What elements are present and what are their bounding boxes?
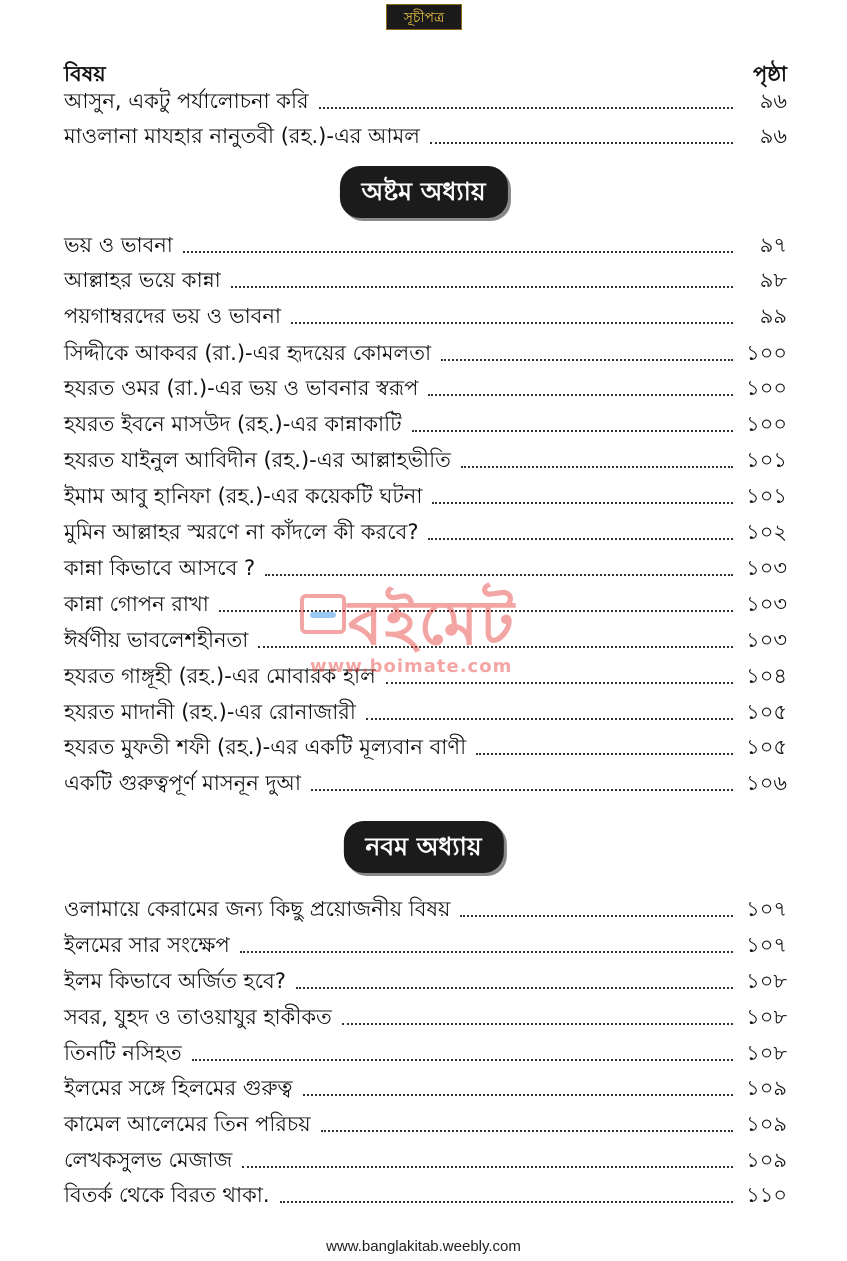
toc-page: ৯৯ xyxy=(759,303,787,328)
dot-leader xyxy=(321,1130,733,1132)
toc-row[interactable] xyxy=(64,338,787,370)
dot-leader xyxy=(280,1201,733,1203)
toc-title: ইমাম আবু হানিফা (রহ.)-এর কয়েকটি ঘটনা xyxy=(64,483,423,508)
toc-title: আসুন, একটু পর্যালোচনা করি xyxy=(64,88,309,113)
toc-page: ১০৩ xyxy=(746,555,787,580)
toc-title: হযরত মাদানী (রহ.)-এর রোনাজারী xyxy=(64,699,356,724)
toc-row[interactable] xyxy=(64,373,787,405)
toc-title: কান্না কিভাবে আসবে ? xyxy=(64,555,256,580)
dot-leader xyxy=(428,394,733,396)
toc-row[interactable] xyxy=(64,1038,787,1070)
toc-row[interactable] xyxy=(64,1180,787,1212)
dot-leader xyxy=(258,646,733,648)
toc-page: ১০৯ xyxy=(746,1075,787,1100)
toc-title: মুমিন আল্লাহর স্মরণে না কাঁদলে কী করবে? xyxy=(64,519,419,544)
toc-row[interactable] xyxy=(64,517,787,549)
dot-leader xyxy=(311,789,733,791)
dot-leader xyxy=(412,430,733,432)
toc-page: ১০০ xyxy=(746,340,787,365)
toc-page: ১০৪ xyxy=(746,663,787,688)
toc-page: ৯৬ xyxy=(759,123,787,148)
toc-row[interactable] xyxy=(64,894,787,926)
toc-title: হযরত ওমর (রা.)-এর ভয় ও ভাবনার স্বরূপ xyxy=(64,375,419,400)
toc-row[interactable] xyxy=(64,589,787,621)
toc-title: তিনটি নসিহত xyxy=(64,1040,182,1065)
dot-leader xyxy=(460,915,733,917)
toc-title: ভয় ও ভাবনা xyxy=(64,232,173,257)
dot-leader xyxy=(219,610,733,612)
dot-leader xyxy=(428,538,733,540)
page-column-heading: পৃষ্ঠা xyxy=(752,62,787,86)
dot-leader xyxy=(342,1023,733,1025)
dot-leader xyxy=(240,951,733,953)
toc-row[interactable] xyxy=(64,553,787,585)
toc-title: ওলামায়ে কেরামের জন্য কিছু প্রয়োজনীয় বিষয় xyxy=(64,896,451,921)
dot-leader xyxy=(291,322,733,324)
toc-row[interactable] xyxy=(64,445,787,477)
toc-row[interactable] xyxy=(64,230,787,262)
dot-leader xyxy=(386,682,733,684)
toc-page: ১০৯ xyxy=(746,1111,787,1136)
toc-row[interactable] xyxy=(64,121,787,153)
toc-page: ১১০ xyxy=(746,1182,787,1207)
chapter-8-heading: অষ্টম অধ্যায় xyxy=(339,166,507,218)
toc-title: সবর, যুহদ ও তাওয়াযুর হাকীকত xyxy=(64,1004,332,1029)
toc-page: ১০৮ xyxy=(746,1004,787,1029)
toc-page: ১০৭ xyxy=(746,932,787,957)
toc-row[interactable] xyxy=(64,301,787,333)
dot-leader xyxy=(461,466,733,468)
toc-title: কামেল আলেমের তিন পরিচয় xyxy=(64,1111,311,1136)
toc-row[interactable] xyxy=(64,697,787,729)
toc-page: ১০৫ xyxy=(746,734,787,759)
dot-leader xyxy=(366,718,733,720)
toc-row[interactable] xyxy=(64,930,787,962)
toc-title: পয়গাম্বরদের ভয় ও ভাবনা xyxy=(64,303,281,328)
footer-url[interactable]: www.banglakitab.weebly.com xyxy=(326,1238,521,1255)
toc-page: ১০৩ xyxy=(746,591,787,616)
toc-title: হযরত ইবনে মাসউদ (রহ.)-এর কান্নাকাটি xyxy=(64,411,402,436)
subject-column-heading: বিষয় xyxy=(64,62,106,86)
toc-page: ১০৬ xyxy=(746,770,787,795)
contents-header-badge: সূচীপত্র xyxy=(386,4,462,30)
toc-page: ১০৩ xyxy=(746,627,787,652)
toc-title: হযরত যাইনুল আবিদীন (রহ.)-এর আল্লাহভীতি xyxy=(64,447,451,472)
toc-page: ১০৭ xyxy=(746,896,787,921)
toc-row[interactable] xyxy=(64,481,787,513)
toc-title: বিতর্ক থেকে বিরত থাকা. xyxy=(64,1182,270,1207)
dot-leader xyxy=(432,502,733,504)
toc-page: ১০৫ xyxy=(746,699,787,724)
dot-leader xyxy=(303,1094,734,1096)
dot-leader xyxy=(319,107,733,109)
dot-leader xyxy=(296,987,733,989)
toc-row[interactable] xyxy=(64,768,787,800)
toc-title: হযরত গাঙ্গূহী (রহ.)-এর মোবারক হাল xyxy=(64,663,376,688)
dot-leader xyxy=(430,142,733,144)
toc-title: একটি গুরুত্বপূর্ণ মাসনূন দুআ xyxy=(64,770,301,795)
toc-row[interactable] xyxy=(64,966,787,998)
dot-leader xyxy=(265,574,733,576)
toc-page: ১০১ xyxy=(746,447,787,472)
watermark-url: www.boimate.com xyxy=(310,656,513,677)
dot-leader xyxy=(441,359,733,361)
toc-page: ১০২ xyxy=(746,519,787,544)
toc-title: আল্লাহর ভয়ে কান্না xyxy=(64,267,221,292)
toc-title: মাওলানা মাযহার নানুতবী (রহ.)-এর আমল xyxy=(64,123,420,148)
toc-page: ৯৭ xyxy=(759,232,787,257)
toc-title: ইলমের সার সংক্ষেপ xyxy=(64,932,230,957)
toc-title: কান্না গোপন রাখা xyxy=(64,591,209,616)
toc-page: ৯৬ xyxy=(759,88,787,113)
toc-row[interactable] xyxy=(64,732,787,764)
dot-leader xyxy=(242,1166,733,1168)
dot-leader xyxy=(231,286,733,288)
toc-page: ১০০ xyxy=(746,375,787,400)
toc-page: ১০৮ xyxy=(746,968,787,993)
toc-page: ৯৮ xyxy=(759,267,787,292)
toc-row[interactable] xyxy=(64,265,787,297)
toc-page: ১০১ xyxy=(746,483,787,508)
toc-title: লেখকসুলভ মেজাজ xyxy=(64,1147,233,1172)
dot-leader xyxy=(192,1059,733,1061)
toc-title: ঈর্ষণীয় ভাবলেশহীনতা xyxy=(64,627,249,652)
chapter-9-heading: নবম অধ্যায় xyxy=(343,821,503,873)
watermark-logo: বইমেট xyxy=(348,586,516,659)
toc-page: ১০০ xyxy=(746,411,787,436)
toc-row[interactable] xyxy=(64,661,787,693)
toc-row[interactable] xyxy=(64,1145,787,1177)
toc-title: সিদ্দীকে আকবর (রা.)-এর হৃদয়ের কোমলতা xyxy=(64,340,432,365)
toc-row[interactable] xyxy=(64,409,787,441)
toc-row[interactable] xyxy=(64,625,787,657)
toc-row[interactable] xyxy=(64,86,787,118)
toc-title: ইলমের সঙ্গে হিলমের গুরুত্ব xyxy=(64,1075,293,1100)
dot-leader xyxy=(476,753,733,755)
toc-row[interactable] xyxy=(64,1109,787,1141)
toc-row[interactable] xyxy=(64,1073,787,1105)
toc-page: ১০৯ xyxy=(746,1147,787,1172)
toc-title: হযরত মুফতী শফী (রহ.)-এর একটি মূল্যবান বাণী xyxy=(64,734,467,759)
dot-leader xyxy=(183,251,733,253)
toc-title: ইলম কিভাবে অর্জিত হবে? xyxy=(64,968,286,993)
toc-row[interactable] xyxy=(64,1002,787,1034)
toc-page: ১০৮ xyxy=(746,1040,787,1065)
